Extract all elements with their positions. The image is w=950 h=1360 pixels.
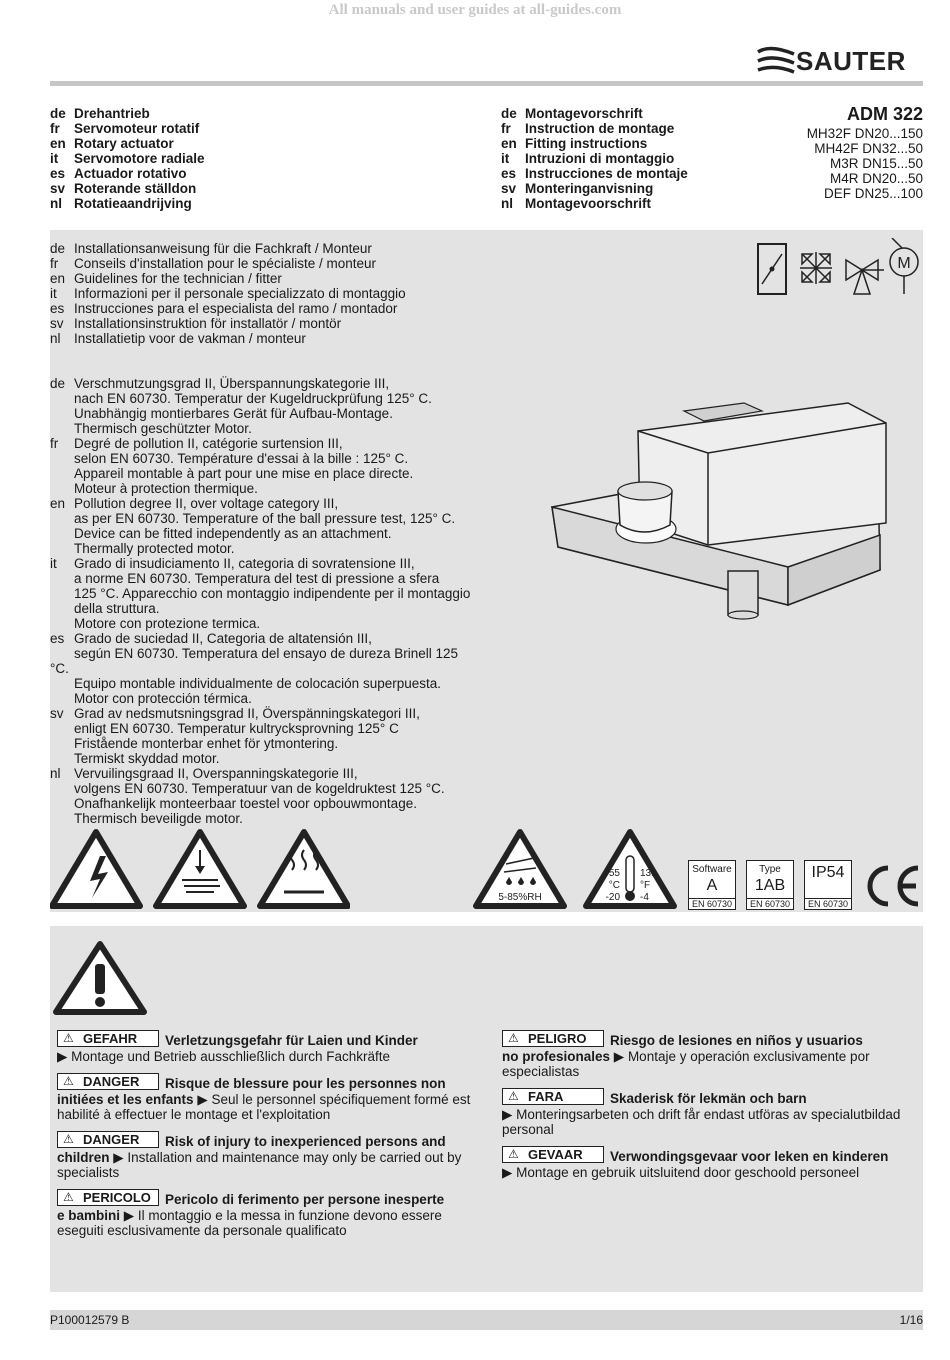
page-number: 1/16	[899, 1313, 923, 1327]
sauter-wave-icon	[756, 46, 796, 78]
warning-triangle-icon: ⚠	[508, 1031, 519, 1045]
hazard-icons	[50, 826, 350, 910]
warning-label-box: ⚠ FARA	[502, 1088, 604, 1105]
warning-entry: ⚠ FARA Skaderisk för lekmän och barn ▶ Monteringsarbeten och drift får endast utföras av specialutbildad personal	[502, 1089, 901, 1137]
guideline-row: es Instrucciones para el especialista del ramo / montador	[50, 301, 398, 316]
title-row: de Montagevorschrift	[501, 106, 643, 121]
title-row: es Instrucciones de montaje	[501, 166, 688, 181]
safety-paragraph: de Verschmutzungsgrad II, Überspannungskategorie III, nach EN 60730. Temperatur der Kugeldruckprüfung 125° C. Unabhängig montierbares Gerät für Aufbau-Montage. Thermisch geschützter Motor.	[50, 376, 432, 436]
safety-paragraph: en Pollution degree II, over voltage category III, as per EN 60730. Temperature of the ball pressure test, 125° C. Device can be fitted independently as an attachment. Thermally protected motor.	[50, 496, 456, 556]
model-item: DEF DN25...100	[823, 186, 923, 201]
software-class-badge: Software A EN 60730	[688, 860, 736, 910]
brand-name: SAUTER	[796, 46, 906, 76]
title-row: fr Instruction de montage	[501, 121, 675, 136]
ce-mark-icon	[862, 862, 924, 910]
title-row: sv Roterande ställdon	[50, 181, 197, 196]
ip-rating-badge: IP54 EN 60730	[804, 860, 852, 910]
title-row: it Servomotore radiale	[50, 151, 205, 166]
guidelines-list	[50, 241, 406, 346]
humidity-range: 5-85%RH	[498, 892, 542, 903]
warning-triangle-icon: ⚠	[508, 1147, 519, 1161]
guideline-row: sv Installationsinstruktion för installatör / montör	[50, 316, 342, 331]
safety-paragraph: nl Vervuilingsgraad II, Overspanningskategorie III, volgens EN 60730. Temperatuur van de kogeldruktest 125 °C. Onafhankelijk monteerbaar toestel voor opbouwmontage. Thermisch beveiligde motor.	[50, 766, 445, 826]
warnings-left	[57, 1030, 472, 1238]
model-item: MH32F DN20...150	[806, 126, 923, 141]
title-row: fr Servomoteur rotatif	[50, 121, 200, 136]
arrow-icon: ▶	[197, 1092, 212, 1107]
svg-text:°F: °F	[640, 880, 651, 891]
butterfly-valve-icon	[800, 252, 832, 284]
guideline-row: en Guidelines for the technician / fitter	[50, 271, 282, 286]
title-row: es Actuador rotativo	[50, 166, 187, 181]
svg-text:-4: -4	[640, 892, 649, 903]
guideline-row: fr Conseils d'installation pour le spécialiste / monteur	[50, 256, 376, 271]
warning-triangle-icon: ⚠	[63, 1190, 74, 1204]
svg-text:°C: °C	[608, 880, 620, 891]
warning-label-box: ⚠ PERICOLO	[57, 1189, 159, 1206]
hand-crush-icon	[156, 832, 244, 906]
title-row: en Rotary actuator	[50, 136, 174, 151]
damper-icon	[758, 244, 786, 294]
svg-text:M: M	[897, 255, 911, 272]
general-warning-icon	[52, 940, 148, 1016]
guideline-row: de Installationsanweisung für die Fachkraft / Monteur	[50, 241, 372, 256]
warning-entry: ⚠ GEFAHR Verletzungsgefahr für Laien und Kinder ▶ Montage und Betrieb ausschließlich durch Fachkräfte	[57, 1031, 418, 1064]
title-row: en Fitting instructions	[501, 136, 648, 151]
sauter-logo	[756, 44, 926, 80]
warning-triangle-icon: ⚠	[508, 1089, 519, 1103]
arrow-icon: ▶	[613, 1049, 628, 1064]
guideline-row: it Informazioni per il personale specializzato di montaggio	[50, 286, 406, 301]
header-rule	[50, 81, 923, 86]
motor-icon	[890, 238, 918, 294]
arrow-icon: ▶	[502, 1107, 517, 1122]
warning-entry: ⚠ PELIGRO Riesgo de lesiones en niños y usuarios no profesionales ▶ Montaje y operación exclusivamente por especialistas	[502, 1031, 870, 1079]
type-badge: Type 1AB EN 60730	[746, 860, 794, 910]
safety-paragraph: it Grado di insudiciamento II, categoria di sovratensione III, a norme EN 60730. Temperatura del test di pressione a sfera 125 °C. Apparecchio con montaggio indipendente per il montaggio della struttura. Motore con protezione termica.	[50, 556, 471, 631]
model-item: M4R DN20...50	[829, 171, 923, 186]
three-way-valve-icon	[846, 260, 884, 294]
warning-entry: ⚠ DANGER Risque de blessure pour les personnes non initiées et les enfants ▶ Seul le personnel spécifiquement formé est habilité à effectuer le montage et l'exploitation	[57, 1074, 471, 1122]
title-row: de Drehantrieb	[50, 106, 150, 121]
warning-triangle-icon: ⚠	[63, 1074, 74, 1088]
warning-label-box: ⚠ GEFAHR	[57, 1030, 159, 1047]
title-list-mid	[501, 106, 688, 211]
warning-entry: ⚠ PERICOLO Pericolo di ferimento per persone inesperte e bambini ▶ Il montaggio e la messa in funzione devono essere eseguiti esclusivamente da personale qualificato	[57, 1190, 445, 1238]
product-code: ADM 322	[846, 104, 923, 124]
warning-entry: ⚠ DANGER Risk of injury to inexperienced persons and children ▶ Installation and maintenance may only be carried out by specialists	[57, 1132, 462, 1180]
application-symbols	[756, 238, 926, 298]
hot-surface-icon	[260, 832, 348, 906]
safety-text	[50, 376, 470, 826]
source-banner: All manuals and user guides at all-guides.com	[328, 2, 622, 18]
actuator-illustration	[548, 395, 898, 620]
model-item: M3R DN15...50	[829, 156, 923, 171]
svg-text:131: 131	[640, 868, 657, 879]
warning-label-box: ⚠ DANGER	[57, 1131, 159, 1148]
electric-shock-icon	[52, 832, 140, 906]
warnings-right	[502, 1030, 917, 1180]
warning-triangle-icon: ⚠	[63, 1031, 74, 1045]
arrow-icon: ▶	[57, 1049, 72, 1064]
footer	[50, 1310, 923, 1330]
svg-text:55: 55	[608, 868, 620, 879]
document-number: P100012579 B	[50, 1313, 130, 1327]
safety-paragraph: fr Degré de pollution II, catégorie surtension III, selon EN 60730. Température d'essai à la bille : 125° C. Appareil montable à part pour une mise en place directe. Moteur à protection thermique.	[50, 436, 414, 496]
warning-label-box: ⚠ PELIGRO	[502, 1030, 604, 1047]
safety-paragraph: es Grado de suciedad II, Categoria de altatensión III, según EN 60730. Temperatura del ensayo de dureza Brinell 125 °C. Equipo montable individualmente de colocación superpuesta. Motor con protección térmica.	[50, 631, 459, 706]
arrow-icon: ▶	[502, 1165, 517, 1180]
humidity-warning-icon	[470, 826, 570, 910]
title-list-left	[50, 106, 205, 211]
title-row: it Intruzioni di montaggio	[501, 151, 675, 166]
model-list	[807, 103, 923, 201]
temperature-warning-icon	[580, 826, 680, 910]
title-row: sv Monteringanvisning	[501, 181, 654, 196]
title-row: nl Montagevoorschrift	[501, 196, 652, 211]
safety-paragraph: sv Grad av nedsmutsningsgrad II, Överspänningskategori III, enligt EN 60730. Temperatur kultrycksprovning 125° C Fristående monterbar enhet för ytmontering. Termiskt skyddad motor.	[50, 706, 420, 766]
arrow-icon: ▶	[123, 1208, 138, 1223]
svg-text:-20: -20	[605, 892, 620, 903]
guideline-row: nl Installatietip voor de vakman / monteur	[50, 331, 306, 346]
title-row: nl Rotatieaandrijving	[50, 196, 192, 211]
warning-label-box: ⚠ GEVAAR	[502, 1146, 604, 1163]
warning-triangle-icon: ⚠	[63, 1132, 74, 1146]
arrow-icon: ▶	[113, 1150, 128, 1165]
model-item: MH42F DN32...50	[814, 141, 923, 156]
warning-label-box: ⚠ DANGER	[57, 1073, 159, 1090]
warning-entry: ⚠ GEVAAR Verwondingsgevaar voor leken en kinderen ▶ Montage en gebruik uitsluitend door geschoold personeel	[502, 1147, 889, 1180]
